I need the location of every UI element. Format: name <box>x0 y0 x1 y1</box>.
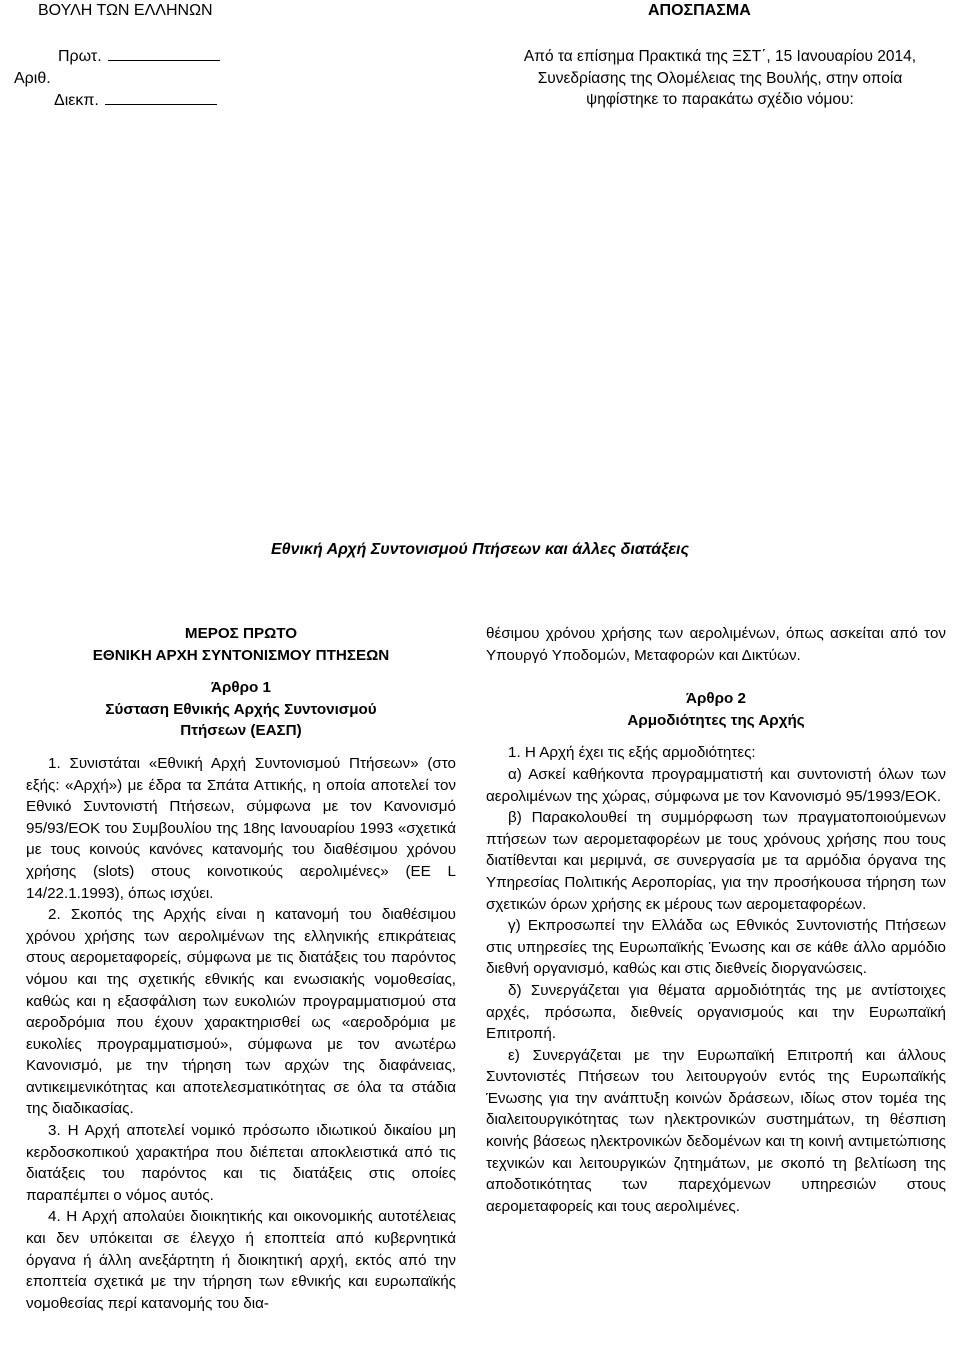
article-2-item-e: ε) Συνεργάζεται με την Ευρωπαϊκή Επιτροπή και άλλους Συντονιστές Πτήσεων του λειτουργούν εντός της Ευρωπαϊκής Ένωσης για την ανάπτυξη κοινών δράσεων, ιδίως στον τομέα της διαλειτουργικότητας των ηλεκτρονικών συστημάτων, τη θέσπιση κοινής βάσεως ηλεκτρονικών δεδομένων και τη κοινή αντιμετώπισης τεχνικών και λειτουργικών ζητημάτων, με σκοπό τη βελτίωση της αποδοτικότητας των παρεχόμενων υπηρεσιών στους αερομεταφορείς και τους αερολιμένες. <box>486 1046 946 1215</box>
prot-row <box>58 46 220 68</box>
article-2-heading: Αρμοδιότητες της Αρχής <box>627 711 805 729</box>
diekp-blank-line <box>105 90 217 105</box>
extract-line: Συνεδρίασης της Ολομέλειας της Βουλής, στην οποία <box>537 69 903 87</box>
extract-statement <box>480 46 960 111</box>
article-1-paragraph-2: 2. Σκοπός της Αρχής είναι η κατανομή του διαθέσιμου χρόνου χρήσης των αερολιμένων της ελληνικής επικράτειας στους αερομεταφορείς, σύμφωνα με τις διατάξεις του παρόντος νόμου και της σχετικής εθνικής και ενωσιακής νομοθεσίας, καθώς και η εξασφάλιση των ευκολιών προγραμματισμού στα αεροδρόμια που έχουν χαρακτηρισθεί ως «αεροδρόμια με ευκολίες προγραμματισμού», σύμφωνα με τον ανωτέρω Κανονισμό, με την τήρηση των αρχών της διαφάνειας, αντικειμενικότητας και αποτελεσματικότητας σε όλα τα στάδια της διαδικασίας. <box>26 906 456 1118</box>
prot-blank-line <box>108 46 220 61</box>
spacer <box>486 731 946 742</box>
diekp-label: Διεκπ. <box>54 92 99 109</box>
diekp-row <box>54 90 217 112</box>
institution-name: ΒΟΥΛΗ ΤΩΝ ΕΛΛΗΝΩΝ <box>38 2 213 19</box>
part-subtitle: ΕΘΝΙΚΗ ΑΡΧΗ ΣΥΝΤΟΝΙΣΜΟΥ ΠΤΗΣΕΩΝ <box>92 646 390 664</box>
article-1-paragraph-1: 1. Συνιστάται «Εθνική Αρχή Συντονισμού Πτήσεων» (στο εξής: «Αρχή») με έδρα τα Σπάτα Αττικής, η οποία αποτελεί τον Εθνικό Συντονιστή Πτήσεων, σύμφωνα με τον Κανονισμό 95/93/ΕΟΚ του Συμβουλίου της 18ης Ιανουαρίου 1993 «σχετικά με τους κοινούς κανόνες κατανομής του διαθέσιμου χρόνου χρήσης (slots) στους κοινοτικούς αερολιμένες» (ΕΕ L 14/22.1.1993), όπως ισχύει. <box>26 754 456 902</box>
extract-line: ψηφίστηκε το παρακάτω σχέδιο νόμου: <box>586 91 854 108</box>
left-column <box>26 623 456 1314</box>
article-2-item-d: δ) Συνεργάζεται για θέματα αρμοδιότητάς της με αντίστοιχες αρχές, πρόσωπα, διεθνείς οργανισμούς και την Ευρωπαϊκή Επιτροπή. <box>486 981 946 1043</box>
article-1-paragraph-4: 4. Η Αρχή απολαύει διοικητικής και οικονομικής αυτοτέλειας και δεν υπόκειται σε έλεγχο ή εποπτεία από κυβερνητικά όργανα ή άλλη ανεξάρτητη ή διοικητική αρχή, εκτός από την εποπτεία σχετικά με την τήρηση των εθνικής και ευρωπαϊκής νομοθεσίας περί κατανομής του δια- <box>26 1208 456 1312</box>
spacer <box>26 742 456 753</box>
article-1-continuation: θέσιμου χρόνου χρήσης των αερολιμένων, όπως ασκείται από τον Υπουργό Υποδομών, Μεταφορών και Δικτύων. <box>486 625 946 664</box>
article-2-item-b: β) Παρακολουθεί τη συμμόρφωση των πραγματοποιούμενων πτήσεων των αερομεταφορέων με τους χρόνους χρήσης που τους διατίθενται και μεριμνά, σε συνεργασία με τα αρμόδια όργανα της Υπηρεσίας Πολιτικής Αεροπορίας, για την προσήκουσα τήρηση των σχετικών όρων χρήσης εκ μέρους των αερομεταφορέων. <box>486 809 946 913</box>
article-2-item-a: α) Ασκεί καθήκοντα προγραμματιστή και συντονιστή όλων των αερολιμένων της χώρας, σύμφωνα με τον Κανονισμό 95/1993/ΕΟΚ. <box>486 765 946 805</box>
spacer <box>26 666 456 677</box>
spacer <box>486 666 946 688</box>
document-type: ΑΠΟΣΠΑΣΜΑ <box>648 2 751 19</box>
article-2-title: Άρθρο 2 <box>686 690 746 708</box>
article-1-heading-line2: Πτήσεων (ΕΑΣΠ) <box>180 722 302 740</box>
extract-line: Από τα επίσημα Πρακτικά της ΞΣΤ΄, 15 Ιανουαρίου 2014, <box>523 48 917 65</box>
arith-label: Αριθ. <box>14 70 51 87</box>
right-column <box>486 623 946 1217</box>
article-1-paragraph-3: 3. Η Αρχή αποτελεί νομικό πρόσωπο ιδιωτικού δικαίου μη κερδοσκοπικού χαρακτήρα που διέπεται αποκλειστικά από τις διατάξεις του παρόντος και τις διατάξεις στις οποίες παραπέμπει ο νόμος αυτός. <box>26 1122 456 1204</box>
article-1-title: Άρθρο 1 <box>211 679 271 697</box>
bill-subject: Εθνική Αρχή Συντονισμού Πτήσεων και άλλες διατάξεις <box>270 541 690 558</box>
article-1-heading-line1: Σύσταση Εθνικής Αρχής Συντονισμού <box>105 700 377 718</box>
article-2-item-c: γ) Εκπροσωπεί την Ελλάδα ως Εθνικός Συντονιστής Πτήσεων στις υπηρεσίες της Ευρωπαϊκής Ένωσης και σε κάθε άλλο αρμόδιο διεθνή οργανισμό, καθώς και στις διεθνείς διοργανώσεις. <box>486 917 946 978</box>
part-title: ΜΕΡΟΣ ΠΡΩΤΟ <box>184 625 298 642</box>
prot-label: Πρωτ. <box>58 48 102 65</box>
article-2-paragraph-1: 1. Η Αρχή έχει τις εξής αρμοδιότητες: <box>508 744 756 762</box>
